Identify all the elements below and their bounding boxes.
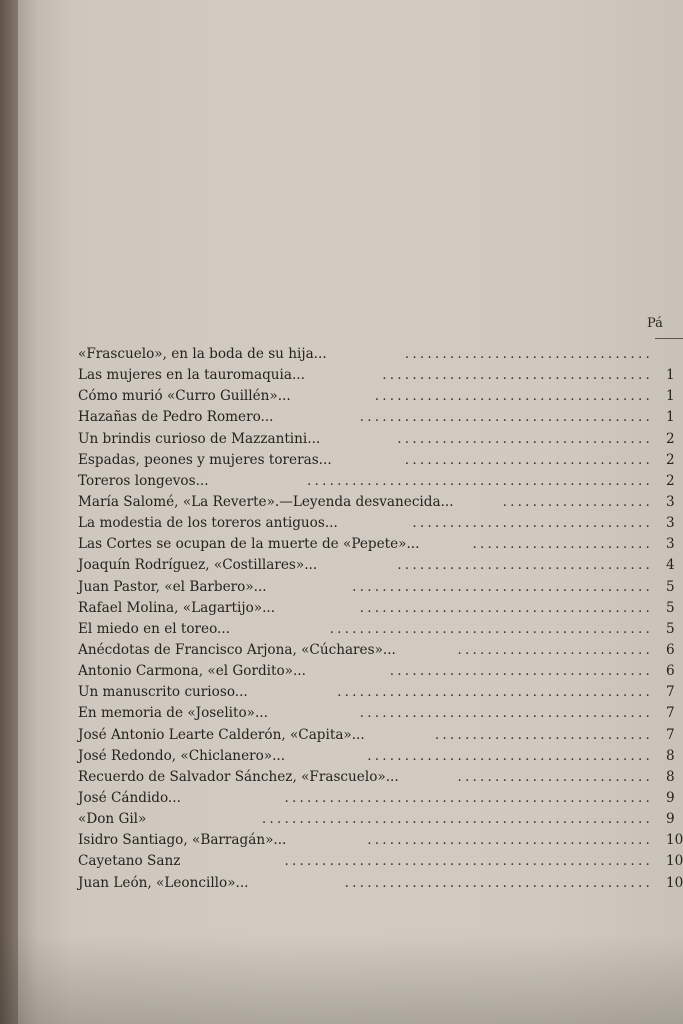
toc-entry-page-number: 2 bbox=[666, 451, 675, 468]
toc-entry-title: Las Cortes se ocupan de la muerte de «Pepete»... bbox=[78, 536, 420, 553]
toc-entry-title: En memoria de «Joselito»... bbox=[78, 705, 268, 722]
toc-entry bbox=[78, 873, 683, 894]
dot-leader: ................................................. bbox=[284, 789, 653, 806]
toc-entry-page-number: 1 bbox=[666, 409, 675, 426]
toc-entry-page-number: 9 bbox=[666, 789, 675, 806]
toc-entry bbox=[78, 429, 683, 450]
toc-entry-title: Antonio Carmona, «el Gordito»... bbox=[78, 663, 306, 680]
toc-entry bbox=[78, 619, 683, 640]
toc-entry-page-number: 7 bbox=[666, 726, 675, 743]
toc-entry bbox=[78, 703, 683, 724]
toc-entry-page-number: 1 bbox=[666, 388, 675, 405]
toc-entry-page-number: 5 bbox=[666, 620, 675, 637]
toc-entry bbox=[78, 830, 683, 851]
toc-entry bbox=[78, 365, 683, 386]
toc-entry-title: Espadas, peones y mujeres toreras... bbox=[78, 451, 332, 468]
dot-leader: .................................. bbox=[397, 430, 653, 447]
dot-leader: .................................................... bbox=[261, 811, 653, 828]
toc-entry bbox=[78, 577, 683, 598]
dot-leader: ...................................... bbox=[367, 747, 653, 764]
page-column-header: Pá bbox=[647, 316, 663, 331]
toc-entry-page-number: 8 bbox=[666, 747, 675, 764]
toc-entry-page-number: 3 bbox=[666, 515, 675, 532]
toc-entry-page-number: 8 bbox=[666, 768, 675, 785]
dot-leader: .......................... bbox=[457, 641, 653, 658]
dot-leader: .............................................. bbox=[307, 472, 653, 489]
toc-entry-page-number: 10 bbox=[666, 874, 683, 891]
dot-leader: ....................................... bbox=[359, 599, 653, 616]
dot-leader: ........................ bbox=[472, 536, 653, 553]
toc-entry bbox=[78, 492, 683, 513]
toc-entry-page-number: 4 bbox=[666, 557, 675, 574]
toc-entry bbox=[78, 788, 683, 809]
dot-leader: ........................................ bbox=[352, 578, 653, 595]
toc-entry-title: El miedo en el toreo... bbox=[78, 620, 231, 637]
dot-leader: ...................................... bbox=[367, 832, 653, 849]
dot-leader: ....................................... bbox=[359, 705, 653, 722]
dot-leader: .......................... bbox=[457, 768, 653, 785]
dot-leader: ................................. bbox=[404, 346, 653, 362]
toc-entry-title: «Frascuelo», en la boda de su hija... bbox=[78, 346, 327, 362]
table-of-contents bbox=[78, 344, 683, 894]
toc-entry bbox=[78, 746, 683, 767]
toc-entry bbox=[78, 386, 683, 407]
dot-leader: ......................................... bbox=[344, 874, 653, 891]
toc-entry-title: José Cándido... bbox=[78, 789, 181, 806]
toc-entry-page-number: 10 bbox=[666, 853, 683, 870]
toc-entry-page-number: 2 bbox=[666, 472, 675, 489]
toc-entry-title: Juan León, «Leoncillo»... bbox=[78, 874, 249, 891]
toc-entry-title: Cómo murió «Curro Guillén»... bbox=[78, 388, 291, 405]
toc-entry-page-number: 10 bbox=[666, 832, 683, 849]
toc-entry-title: Cayetano Sanz bbox=[78, 853, 181, 870]
toc-entry bbox=[78, 344, 683, 365]
dot-leader: ................................ bbox=[412, 515, 653, 532]
toc-entry-page-number: 5 bbox=[666, 578, 675, 595]
dot-leader: ............................. bbox=[434, 726, 653, 743]
dot-leader: .................... bbox=[502, 493, 653, 510]
toc-entry-title: Un brindis curioso de Mazzantini... bbox=[78, 430, 321, 447]
toc-entry bbox=[78, 809, 683, 830]
toc-entry-page-number: 6 bbox=[666, 641, 675, 658]
toc-entry bbox=[78, 534, 683, 555]
toc-entry-title: María Salomé, «La Reverte».—Leyenda desvanecida... bbox=[78, 493, 454, 510]
toc-entry-title: Hazañas de Pedro Romero... bbox=[78, 409, 274, 426]
toc-entry-title: Juan Pastor, «el Barbero»... bbox=[78, 578, 267, 595]
dot-leader: ........................................... bbox=[329, 620, 653, 637]
toc-entry-page-number: 5 bbox=[666, 599, 675, 616]
toc-entry bbox=[78, 513, 683, 534]
toc-entry-page-number: 3 bbox=[666, 536, 675, 553]
toc-entry-page-number: 2 bbox=[666, 430, 675, 447]
dot-leader: ................................. bbox=[404, 451, 653, 468]
toc-entry bbox=[78, 598, 683, 619]
dot-leader: .................................. bbox=[397, 557, 653, 574]
toc-entry-title: José Antonio Learte Calderón, «Capita»... bbox=[78, 726, 365, 743]
toc-entry-page-number: 1 bbox=[666, 367, 675, 384]
toc-entry-title: Toreros longevos... bbox=[78, 472, 209, 489]
toc-entry bbox=[78, 450, 683, 471]
toc-entry bbox=[78, 851, 683, 872]
dot-leader: ....................................... bbox=[359, 409, 653, 426]
toc-entry-title: Anécdotas de Francisco Arjona, «Cúchares»... bbox=[78, 641, 396, 658]
toc-entry-title: Recuerdo de Salvador Sánchez, «Frascuelo»... bbox=[78, 768, 399, 785]
toc-entry bbox=[78, 661, 683, 682]
toc-entry-title: La modestia de los toreros antiguos... bbox=[78, 515, 338, 532]
toc-entry-title: Isidro Santiago, «Barragán»... bbox=[78, 832, 287, 849]
toc-entry-page-number: 7 bbox=[666, 705, 675, 722]
toc-entry-page-number: 9 bbox=[666, 811, 675, 828]
toc-entry-title: «Don Gil» bbox=[78, 811, 147, 828]
dot-leader: .................................... bbox=[382, 367, 653, 384]
toc-entry-title: José Redondo, «Chiclanero»... bbox=[78, 747, 286, 764]
toc-entry-title: Rafael Molina, «Lagartijo»... bbox=[78, 599, 276, 616]
toc-entry-page-number: 3 bbox=[666, 493, 675, 510]
toc-entry-page-number: 7 bbox=[666, 684, 675, 701]
toc-entry-title: Un manuscrito curioso... bbox=[78, 684, 248, 701]
dot-leader: ..................................... bbox=[374, 388, 653, 405]
toc-entry bbox=[78, 640, 683, 661]
toc-entry bbox=[78, 407, 683, 428]
toc-entry bbox=[78, 767, 683, 788]
toc-entry bbox=[78, 682, 683, 703]
dot-leader: .......................................... bbox=[337, 684, 653, 701]
toc-entry-title: Joaquín Rodríguez, «Costillares»... bbox=[78, 557, 318, 574]
toc-entry bbox=[78, 555, 683, 576]
toc-entry bbox=[78, 725, 683, 746]
dot-leader: ................................... bbox=[389, 663, 653, 680]
header-rule bbox=[655, 338, 683, 339]
toc-entry-title: Las mujeres en la tauromaquia... bbox=[78, 367, 305, 384]
toc-entry bbox=[78, 471, 683, 492]
toc-entry-page-number: 6 bbox=[666, 663, 675, 680]
dot-leader: ................................................. bbox=[284, 853, 653, 870]
